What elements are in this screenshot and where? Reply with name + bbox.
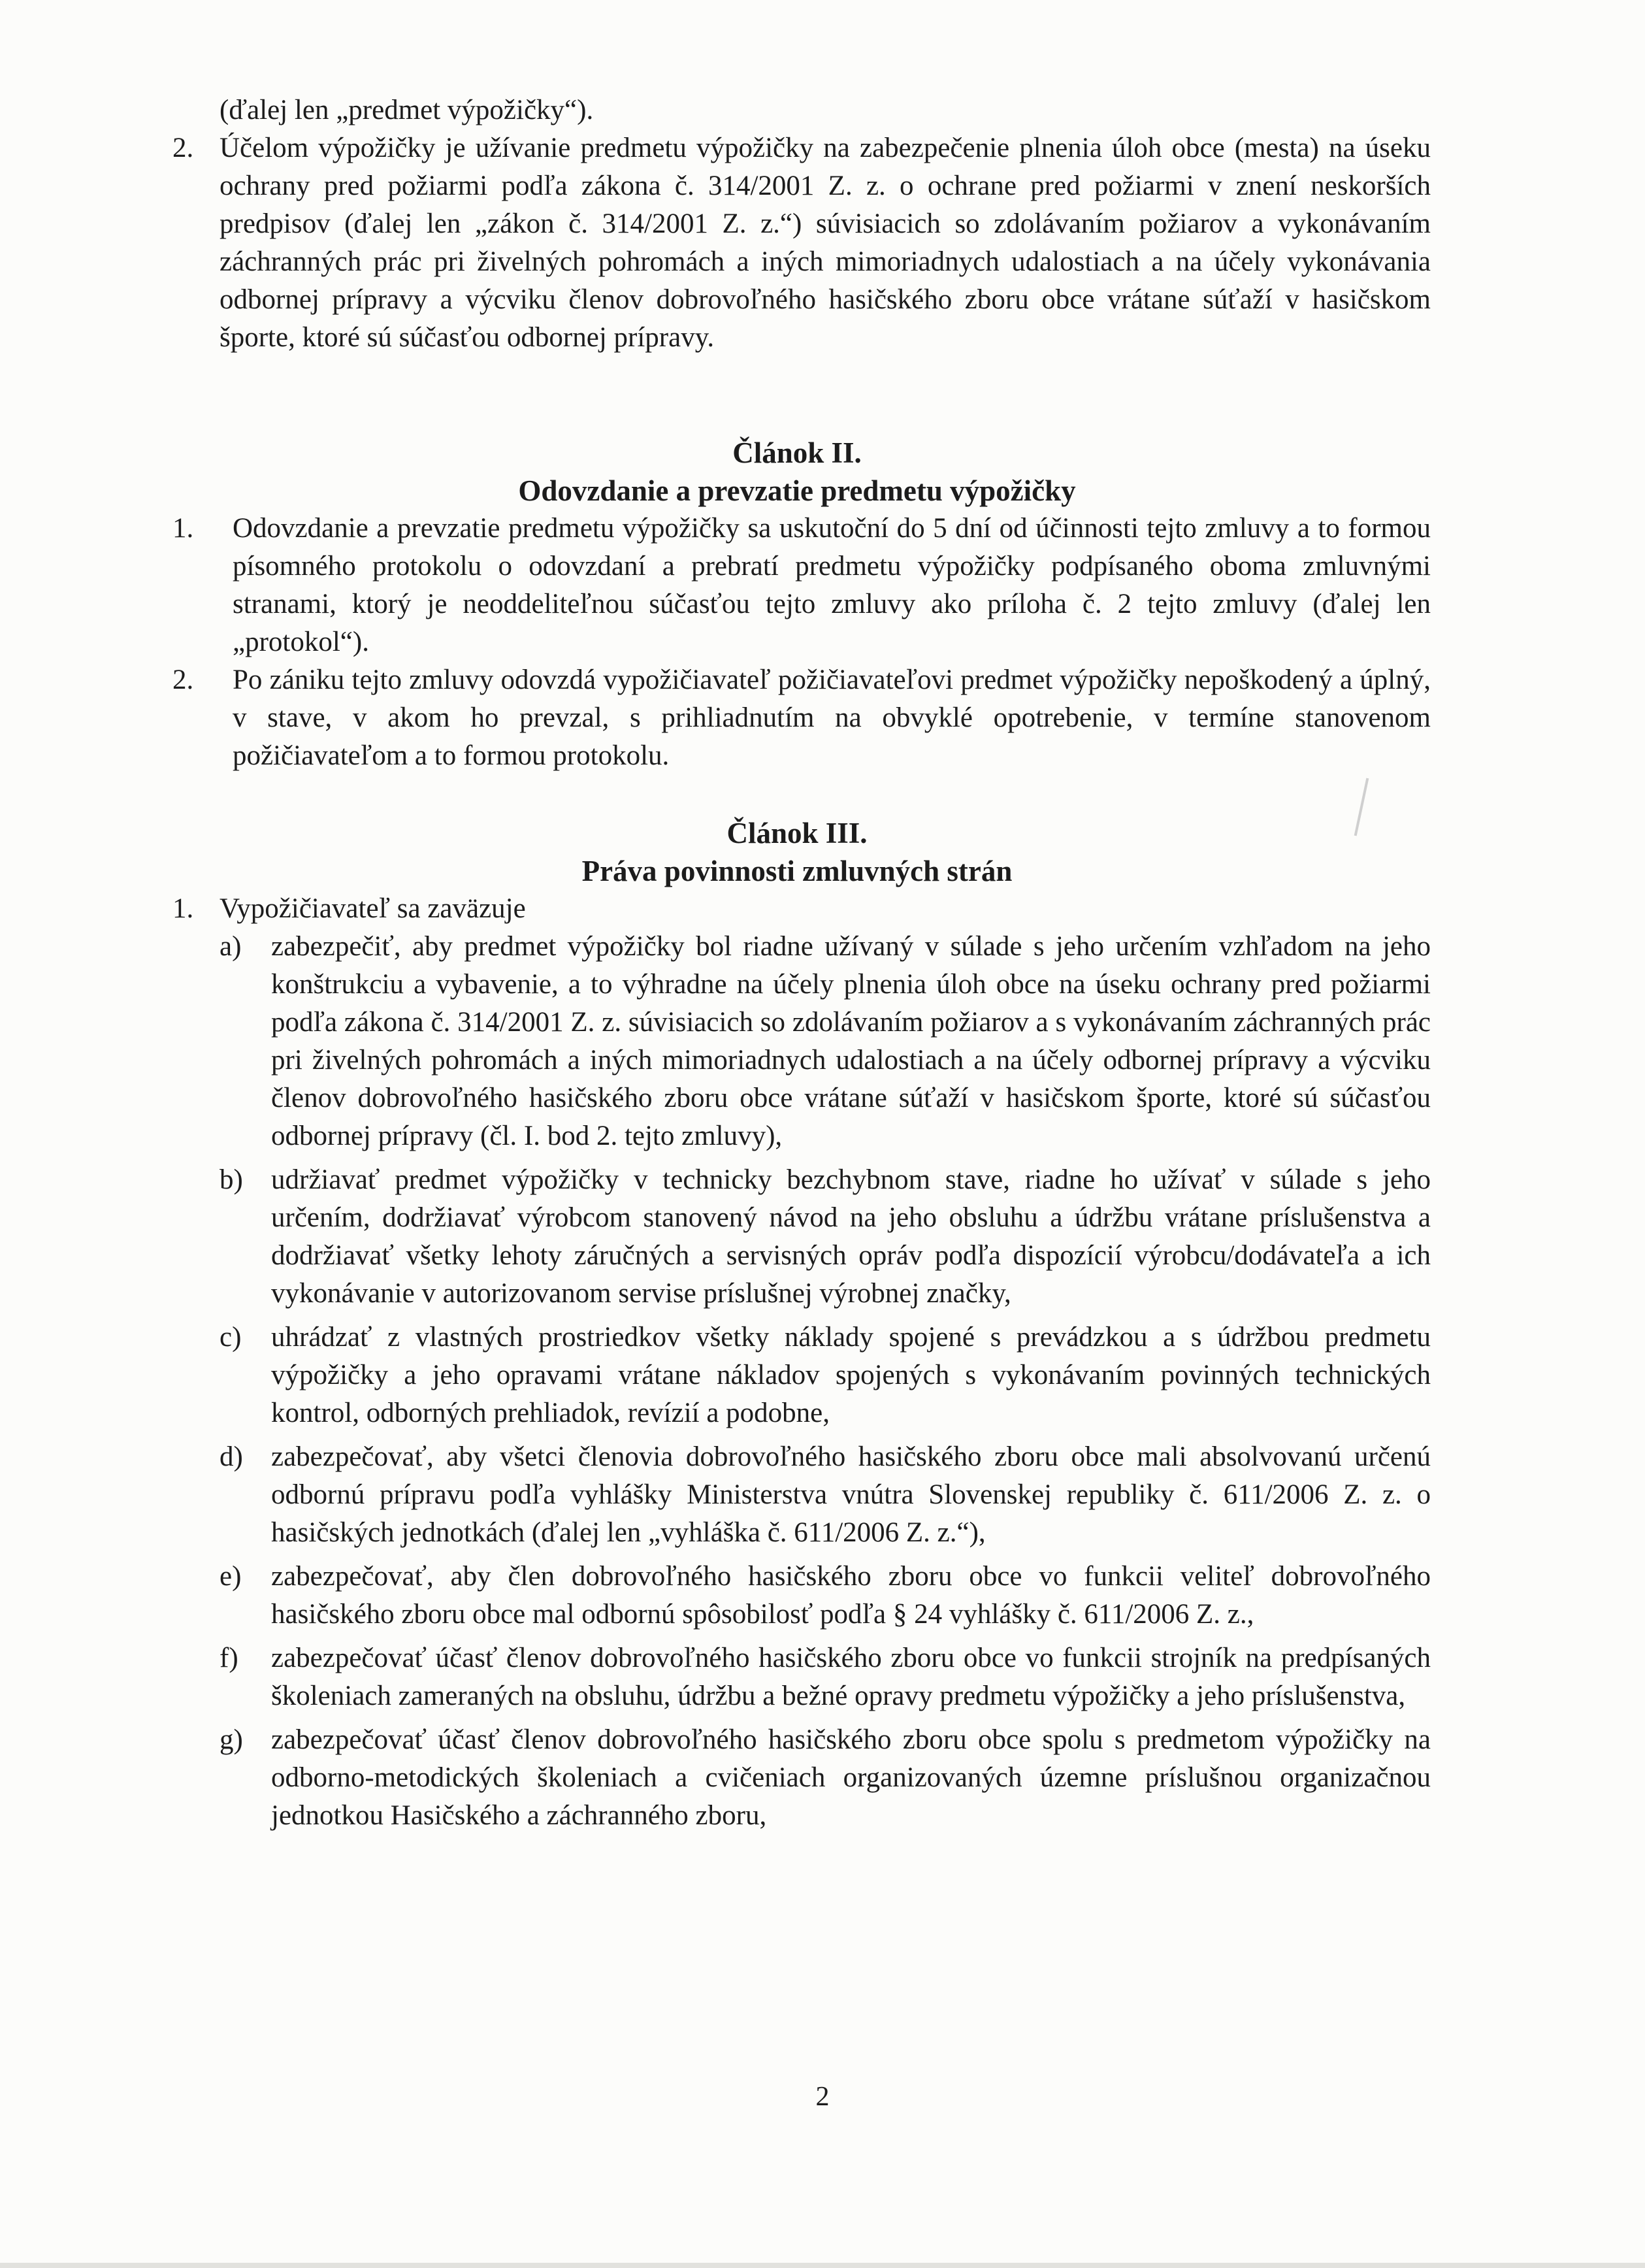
subitem-e bbox=[163, 1558, 1431, 1634]
subitem-text: udržiavať predmet výpožičky v technicky bezchybnom stave, riadne ho užívať v súlade s jeho určením, dodržiavať výrobcom stanovený návod na jeho obsluhu a údržbu vrátane príslušenstva a dodržiavať všetky lehoty záručných a servisných opráv podľa dispozícií výrobcu/dodávateľa a ich vykonávanie v autorizovanom servise príslušnej výrobnej značky, bbox=[271, 1164, 1431, 1309]
article-1-item-2 bbox=[163, 129, 1431, 357]
article-3-subheading: Práva povinnosti zmluvných strán bbox=[581, 855, 1013, 887]
scan-edge bbox=[0, 2263, 1645, 2268]
subitem-a bbox=[163, 928, 1431, 1155]
article-2-heading: Článok II. bbox=[732, 436, 862, 469]
document-body bbox=[163, 91, 1431, 1835]
subitem-d bbox=[163, 1438, 1431, 1552]
item-number: 1. bbox=[172, 893, 194, 924]
subitem-label: f) bbox=[220, 1643, 238, 1673]
item-number: 2. bbox=[172, 665, 194, 695]
subitem-label: a) bbox=[220, 931, 242, 962]
article-2-item-1 bbox=[163, 510, 1431, 661]
subitem-label: b) bbox=[220, 1164, 243, 1195]
article-3-heading: Článok III. bbox=[726, 817, 868, 849]
subitem-text: uhrádzať z vlastných prostriedkov všetky náklady spojené s prevádzkou a s údržbou predmetu výpožičky a jeho opravami vrátane nákladov spojených s vykonávaním povinných technických kontrol, odborných prehliadok, revízií a podobne, bbox=[271, 1322, 1431, 1428]
subitem-c bbox=[163, 1319, 1431, 1432]
article-2-subheading: Odovzdanie a prevzatie predmetu výpožičky bbox=[518, 474, 1076, 507]
subitem-text: zabezpečiť, aby predmet výpožičky bol riadne užívaný v súlade s jeho určením vzhľadom na jeho konštrukciu a vybavenie, a to výhradne na účely plnenia úloh obce na úseku ochrany pred požiarmi podľa zákona č. 314/2001 Z. z. súvisiacich so zdolávaním požiarov a s vykonávaním záchranných prác pri živelných pohromách a iných mimoriadnych udalostiach a na účely odbornej prípravy a výcviku členov dobrovoľného hasičského zboru obce vrátane súťaží v hasičskom športe, ktoré sú súčasťou odbornej prípravy (čl. I. bod 2. tejto zmluvy), bbox=[271, 931, 1431, 1151]
item-text: Vypožičiavateľ sa zaväzuje bbox=[220, 893, 526, 924]
item-text: Po zániku tejto zmluvy odovzdá vypožičiavateľ požičiavateľovi predmet výpožičky nepoškodený a úplný, v stave, v akom ho prevzal, s prihliadnutím na obvyklé opotrebenie, v termíne stanovenom požičiavateľom a to formou protokolu. bbox=[233, 665, 1431, 771]
article-3-item-1 bbox=[163, 890, 1431, 928]
article-2-item-2 bbox=[163, 661, 1431, 775]
subitem-text: zabezpečovať účasť členov dobrovoľného hasičského zboru obce spolu s predmetom výpožičky na odborno-metodických školeniach a cvičeniach organizovaných územne príslušnou organizačnou jednotkou Hasičského a záchranného zboru, bbox=[271, 1724, 1431, 1831]
subitem-f bbox=[163, 1639, 1431, 1715]
subitem-b bbox=[163, 1161, 1431, 1313]
subitem-label: d) bbox=[220, 1441, 243, 1472]
subitem-label: g) bbox=[220, 1724, 243, 1755]
subitem-text: zabezpečovať účasť členov dobrovoľného hasičského zboru obce vo funkcii strojník na predpísaných školeniach zameraných na obsluhu, údržbu a bežné opravy predmetu výpožičky a jeho príslušenstva, bbox=[271, 1643, 1431, 1711]
subitem-g bbox=[163, 1721, 1431, 1835]
subitem-text: zabezpečovať, aby všetci členovia dobrovoľného hasičského zboru obce mali absolvovanú určenú odbornú prípravu podľa vyhlášky Ministerstva vnútra Slovenskej republiky č. 611/2006 Z. z. o hasičských jednotkách (ďalej len „vyhláška č. 611/2006 Z. z.“), bbox=[271, 1441, 1431, 1548]
subitem-label: c) bbox=[220, 1322, 242, 1353]
subitem-label: e) bbox=[220, 1561, 242, 1592]
item-number: 1. bbox=[172, 513, 194, 544]
page-number: 2 bbox=[815, 2082, 830, 2112]
subitem-text: zabezpečovať, aby člen dobrovoľného hasičského zboru obce vo funkcii veliteľ dobrovoľného hasičského zboru obce mal odbornú spôsobilosť podľa § 24 vyhlášky č. 611/2006 Z. z., bbox=[271, 1561, 1431, 1630]
item-text: Odovzdanie a prevzatie predmetu výpožičky sa uskutoční do 5 dní od účinnosti tejto zmluvy a to formou písomného protokolu o odovzdaní a prebratí predmetu výpožičky podpísaného oboma zmluvnými stranami, ktorý je neoddeliteľnou súčasťou tejto zmluvy ako príloha č. 2 tejto zmluvy (ďalej len „protokol“). bbox=[233, 513, 1431, 657]
item-number: 2. bbox=[172, 133, 194, 163]
item-text: Účelom výpožičky je užívanie predmetu výpožičky na zabezpečenie plnenia úloh obce (mesta) na úseku ochrany pred požiarmi podľa zákona č. 314/2001 Z. z. o ochrane pred požiarmi v znení neskorších predpisov (ďalej len „zákon č. 314/2001 Z. z.“) súvisiacich so zdolávaním požiarov a vykonávaním záchranných prác pri živelných pohromách a iných mimoriadnych udalostiach a na účely vykonávania odbornej prípravy a výcviku členov dobrovoľného hasičského zboru obce vrátane súťaží v hasičskom športe, ktoré sú súčasťou odbornej prípravy. bbox=[220, 133, 1431, 353]
intro-tail: (ďalej len „predmet výpožičky“). bbox=[220, 95, 594, 125]
